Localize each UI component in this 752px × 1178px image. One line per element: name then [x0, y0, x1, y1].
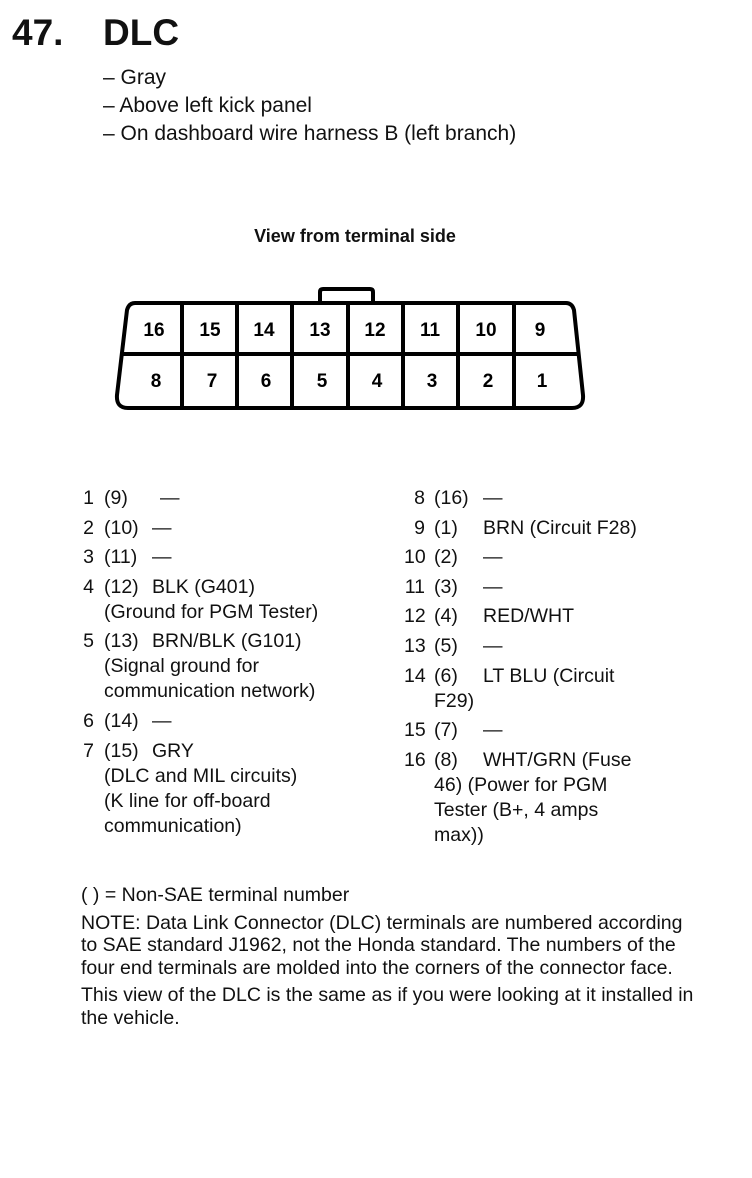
non-sae-number: (3): [434, 575, 458, 598]
terminal-entry: [80, 486, 380, 511]
terminal-description: —: [160, 487, 180, 509]
terminal-entry: [404, 486, 704, 511]
terminal-description: —: [152, 546, 172, 569]
non-sae-number: (15): [104, 739, 139, 762]
terminal-entry: [404, 545, 704, 570]
view-label: View from terminal side: [254, 226, 456, 246]
terminal-label: 5: [316, 371, 328, 392]
non-sae-number: (13): [104, 630, 139, 653]
terminal-description: —: [152, 709, 172, 732]
terminal-description: (Signal ground for: [104, 655, 260, 678]
non-sae-number: (5): [434, 634, 458, 657]
non-sae-number: (8): [434, 748, 458, 771]
terminal-list-left: [80, 486, 380, 843]
view-note: This view of the DLC is the same as if you were looking at it installed in the vehicle.: [81, 984, 694, 1029]
terminal-description: —: [483, 487, 503, 509]
connector-tab: [320, 289, 373, 303]
non-sae-number: (12): [104, 575, 139, 598]
terminal-number: 6: [83, 709, 94, 732]
terminal-label: 6: [260, 371, 272, 392]
terminal-entry: [80, 516, 380, 541]
non-sae-number: (1): [434, 516, 458, 539]
non-sae-number: (2): [434, 546, 458, 569]
terminal-description: BRN/BLK (G101): [152, 630, 302, 653]
dlc-connector-diagram: [0, 0, 752, 440]
terminal-description: Tester (B+, 4 amps: [434, 798, 599, 821]
terminal-description: —: [483, 719, 503, 742]
detail-harness: – On dashboard wire harness B (left branch): [103, 122, 517, 145]
terminal-description: —: [483, 575, 503, 598]
terminal-label: 9: [534, 320, 546, 341]
terminal-label: 13: [309, 320, 331, 341]
terminal-entry: [404, 748, 704, 848]
terminal-number: 2: [83, 516, 94, 539]
non-sae-number: (16): [434, 487, 469, 509]
terminal-label: 1: [536, 371, 548, 392]
terminal-number: 14: [404, 664, 426, 687]
non-sae-number: (7): [434, 719, 458, 742]
terminal-entry: [80, 739, 380, 839]
terminal-description: 46) (Power for PGM: [434, 773, 608, 796]
terminal-label: 7: [206, 371, 218, 392]
terminal-description: communication): [104, 814, 242, 837]
terminal-description: (DLC and MIL circuits): [104, 764, 298, 787]
terminal-number: 12: [404, 605, 426, 628]
terminal-entry: [80, 629, 380, 704]
terminal-number: 5: [83, 630, 94, 653]
terminal-list-right: [404, 486, 704, 852]
section-number: 47.: [12, 12, 64, 53]
terminal-description: (K line for off-board: [104, 789, 271, 812]
notes: [81, 884, 701, 1035]
terminal-number: 15: [404, 719, 426, 742]
terminal-description: (Ground for PGM Tester): [104, 600, 319, 623]
terminal-description: LT BLU (Circuit: [483, 664, 615, 687]
terminal-label: 16: [143, 320, 165, 341]
terminal-number: 11: [404, 575, 425, 598]
terminal-number: 4: [83, 575, 94, 598]
terminal-entry: [404, 516, 704, 541]
terminal-label: 10: [475, 320, 497, 341]
terminal-number: 7: [83, 739, 94, 762]
terminal-number: 10: [404, 546, 426, 569]
terminal-entry: [80, 575, 380, 625]
terminal-label: 11: [419, 320, 441, 341]
section-title: DLC: [103, 12, 180, 53]
terminal-number: 1: [83, 487, 94, 509]
terminal-number: 13: [404, 634, 426, 657]
terminal-entry: [404, 604, 704, 629]
terminal-description: F29): [434, 689, 475, 712]
non-sae-number: (4): [434, 605, 458, 628]
terminal-description: —: [483, 546, 503, 569]
terminal-number: 9: [414, 516, 425, 539]
terminal-entry: [80, 709, 380, 734]
terminal-label: 12: [364, 320, 386, 341]
non-sae-number: (11): [104, 546, 138, 569]
terminal-entry: [404, 718, 704, 743]
terminal-description: BRN (Circuit F28): [483, 516, 637, 539]
non-sae-number: (14): [104, 709, 139, 732]
terminal-description: BLK (G401): [152, 575, 255, 598]
detail-color: – Gray: [103, 66, 167, 89]
terminal-number: 3: [83, 546, 94, 569]
terminal-number: 16: [404, 748, 426, 771]
terminal-description: —: [483, 634, 503, 657]
terminal-number: 8: [414, 487, 425, 509]
terminal-label: 3: [426, 371, 438, 392]
terminal-description: GRY: [152, 739, 194, 762]
legend-note: ( ) = Non-SAE terminal number: [81, 884, 350, 906]
terminal-label: 14: [253, 320, 275, 341]
numbering-note: NOTE: Data Link Connector (DLC) terminals are numbered according to SAE standard J1962, not the Honda standard. The numbers of the four end terminals are molded into the corners of the connector face.: [81, 911, 683, 979]
terminal-label: 4: [371, 371, 383, 392]
terminal-label: 15: [199, 320, 221, 341]
terminal-description: max)): [434, 823, 484, 846]
terminal-label: 2: [482, 371, 494, 392]
terminal-entry: [404, 664, 704, 714]
terminal-description: RED/WHT: [483, 605, 574, 628]
terminal-label: 8: [150, 371, 162, 392]
non-sae-number: (6): [434, 664, 458, 687]
terminal-entry: [404, 634, 704, 659]
detail-location: – Above left kick panel: [103, 94, 312, 117]
terminal-description: WHT/GRN (Fuse: [483, 748, 632, 771]
terminal-entry: [404, 575, 704, 600]
non-sae-number: (10): [104, 516, 139, 539]
terminal-description: communication network): [104, 680, 316, 703]
non-sae-number: (9): [104, 487, 128, 509]
terminal-entry: [80, 545, 380, 570]
terminal-description: —: [152, 516, 172, 539]
